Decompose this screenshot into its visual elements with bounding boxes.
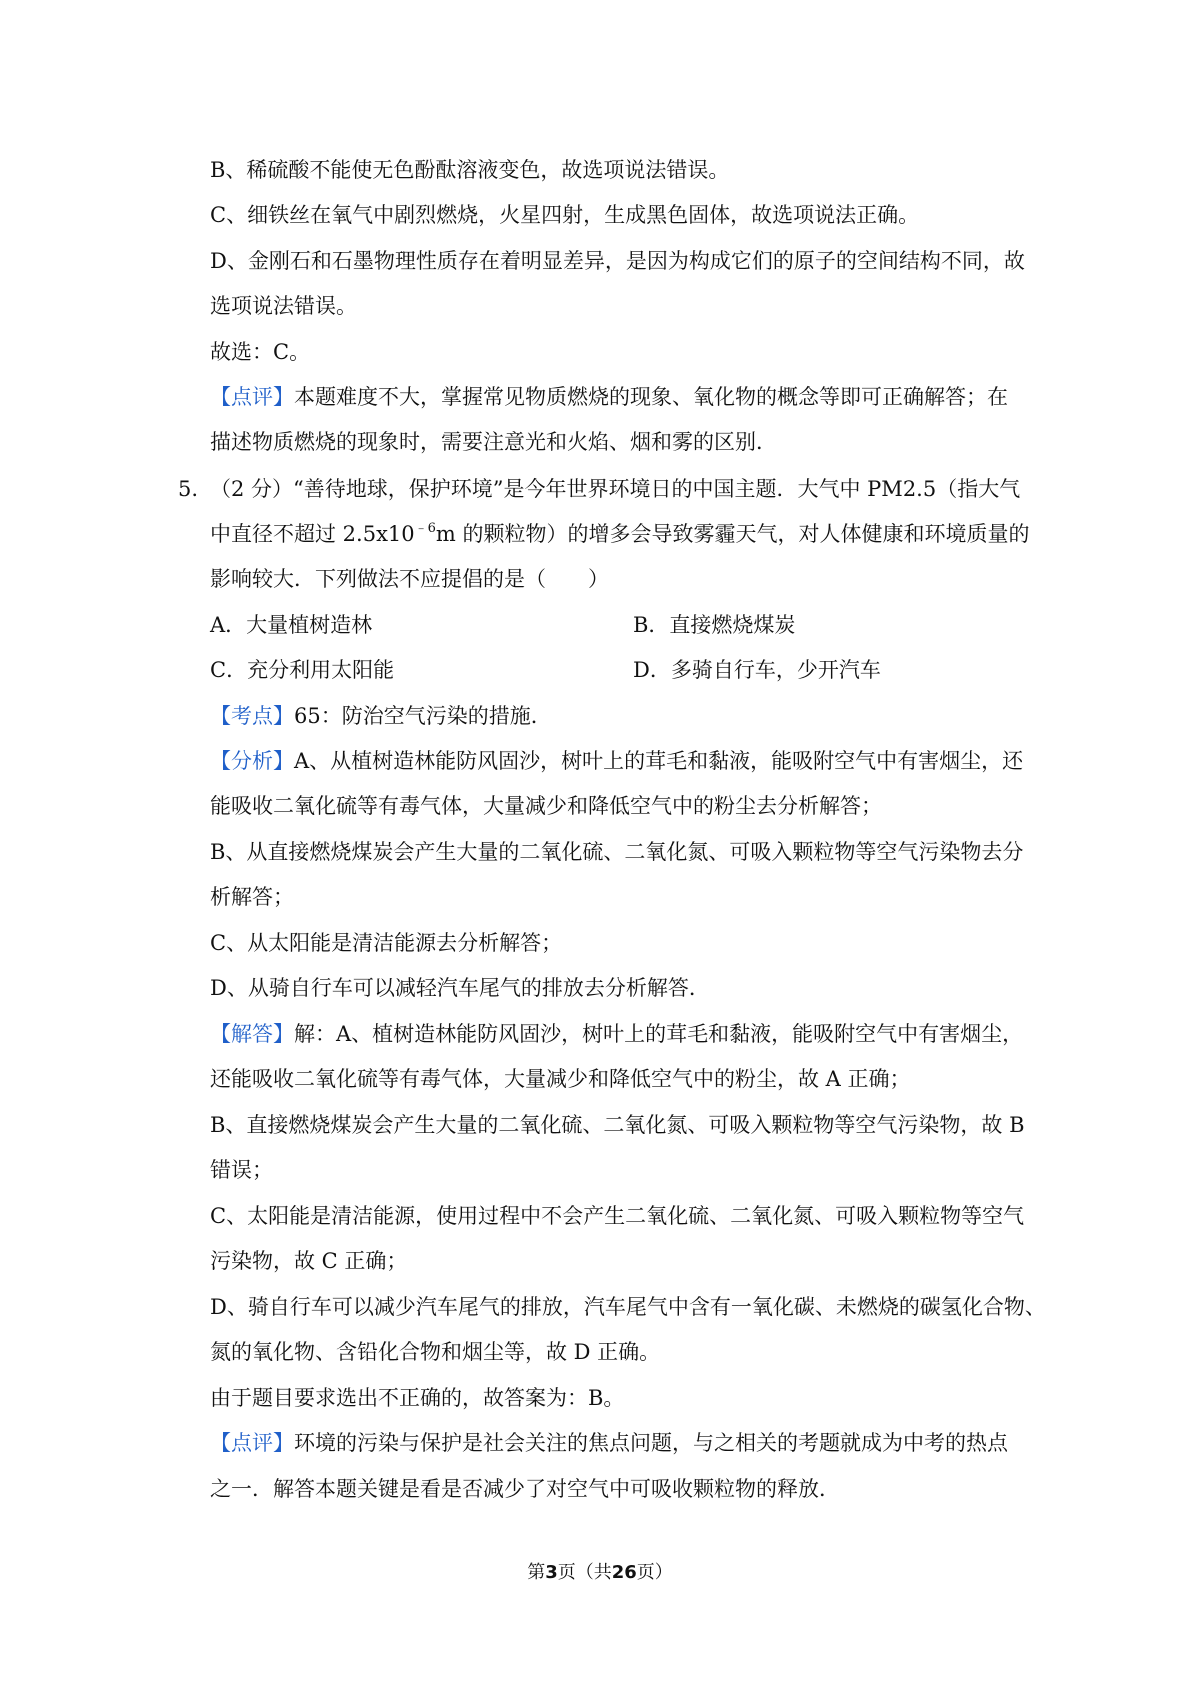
dianping-line2: 之一．解答本题关键是看是否减少了对空气中可吸收颗粒物的释放． [210,1477,840,1501]
jieda-line2: 还能吸收二氧化硫等有毒气体，大量减少和降低空气中的粉尘，故 A 正确； [210,1067,911,1091]
review-line2: 描述物质燃烧的现象时，需要注意光和火焰、烟和雾的区别． [210,430,777,454]
question-stem-line2 [210,519,1030,549]
fenxi-line6: D、从骑自行车可以减轻汽车尾气的排放去分析解答． [210,976,710,1000]
option-c: C．充分利用太阳能 [210,658,395,682]
jieda-tag: 【解答】 [210,1022,294,1046]
jieda-line6: 污染物，故 C 正确； [210,1249,408,1273]
fenxi-line5: C、从太阳能是清洁能源去分析解答； [210,931,563,955]
option-d: D．多骑自行车，少开汽车 [633,658,881,682]
stem-line2-a: 中直径不超过 2.5x10 [210,522,415,546]
answer-option-d-line1: D、金刚石和石墨物理性质存在着明显差异，是因为构成它们的原子的空间结构不同，故 [210,249,1025,273]
review-line1 [210,382,1008,412]
dianping-text1: 环境的污染与保护是社会关注的焦点问题，与之相关的考题就成为中考的热点 [294,1431,1008,1455]
dianping-tag: 【点评】 [210,1431,294,1455]
jieda-line4: 错误； [210,1158,273,1182]
fenxi-tag: 【分析】 [210,749,294,773]
fenxi-line3: B、从直接燃烧煤炭会产生大量的二氧化硫、二氧化氮、可吸入颗粒物等空气污染物去分 [210,840,1024,864]
page-footer [0,1560,1200,1586]
footer-post: 页） [636,1562,673,1583]
jieda-line1 [210,1019,1023,1049]
answer-option-d-line2: 选项说法错误。 [210,294,357,318]
question-stem-line1: （2 分）“善待地球，保护环境”是今年世界环境日的中国主题．大气中 PM2.5（指大气 [210,477,1021,501]
jieda-line3: B、直接燃烧煤炭会产生大量的二氧化硫、二氧化氮、可吸入颗粒物等空气污染物，故 B [210,1113,1025,1137]
exponent: ﹣6 [414,521,436,536]
stem-line2-b: m 的颗粒物）的增多会导致雾霾天气，对人体健康和环境质量的 [435,522,1030,546]
footer-page-number: 3 [545,1562,558,1583]
jieda-line9: 由于题目要求选出不正确的，故答案为：B。 [210,1386,625,1410]
option-a: A．大量植树造林 [210,613,373,637]
dianping-line1 [210,1428,1008,1458]
question-stem-line3: 影响较大．下列做法不应提倡的是（ ） [210,567,609,591]
jieda-line5: C、太阳能是清洁能源，使用过程中不会产生二氧化硫、二氧化氮、可吸入颗粒物等空气 [210,1204,1025,1228]
kaodian-tag: 【考点】 [210,704,294,728]
answer-choice: 故选：C。 [210,340,311,364]
footer-mid: 页（共 [557,1562,612,1583]
fenxi-line2: 能吸收二氧化硫等有毒气体，大量减少和降低空气中的粉尘去分析解答； [210,794,882,818]
fenxi-line4: 析解答； [210,885,294,909]
jieda-line7: D、骑自行车可以减少汽车尾气的排放，汽车尾气中含有一氧化碳、未燃烧的碳氢化合物、 [210,1295,1046,1319]
footer-total-pages: 26 [611,1562,637,1583]
footer-pre: 第 [527,1562,546,1583]
fenxi-line1 [210,746,1023,776]
answer-option-c: C、细铁丝在氧气中剧烈燃烧，火星四射，生成黑色固体，故选项说法正确。 [210,203,920,227]
review-tag: 【点评】 [210,385,294,409]
fenxi-text1: A、从植树造林能防风固沙，树叶上的茸毛和黏液，能吸附空气中有害烟尘，还 [294,749,1024,773]
kaodian-text: 65：防治空气污染的措施． [294,704,552,728]
answer-option-b: B、稀硫酸不能使无色酚酞溶液变色，故选项说法错误。 [210,158,730,182]
option-b: B．直接燃烧煤炭 [633,613,796,637]
kaodian-line [210,701,552,731]
review-text1: 本题难度不大，掌握常见物质燃烧的现象、氧化物的概念等即可正确解答；在 [294,385,1008,409]
question-number: 5. [178,477,199,501]
jieda-text1: 解：A、植树造林能防风固沙，树叶上的茸毛和黏液，能吸附空气中有害烟尘， [294,1022,1024,1046]
jieda-line8: 氮的氧化物、含铅化合物和烟尘等，故 D 正确。 [210,1340,661,1364]
